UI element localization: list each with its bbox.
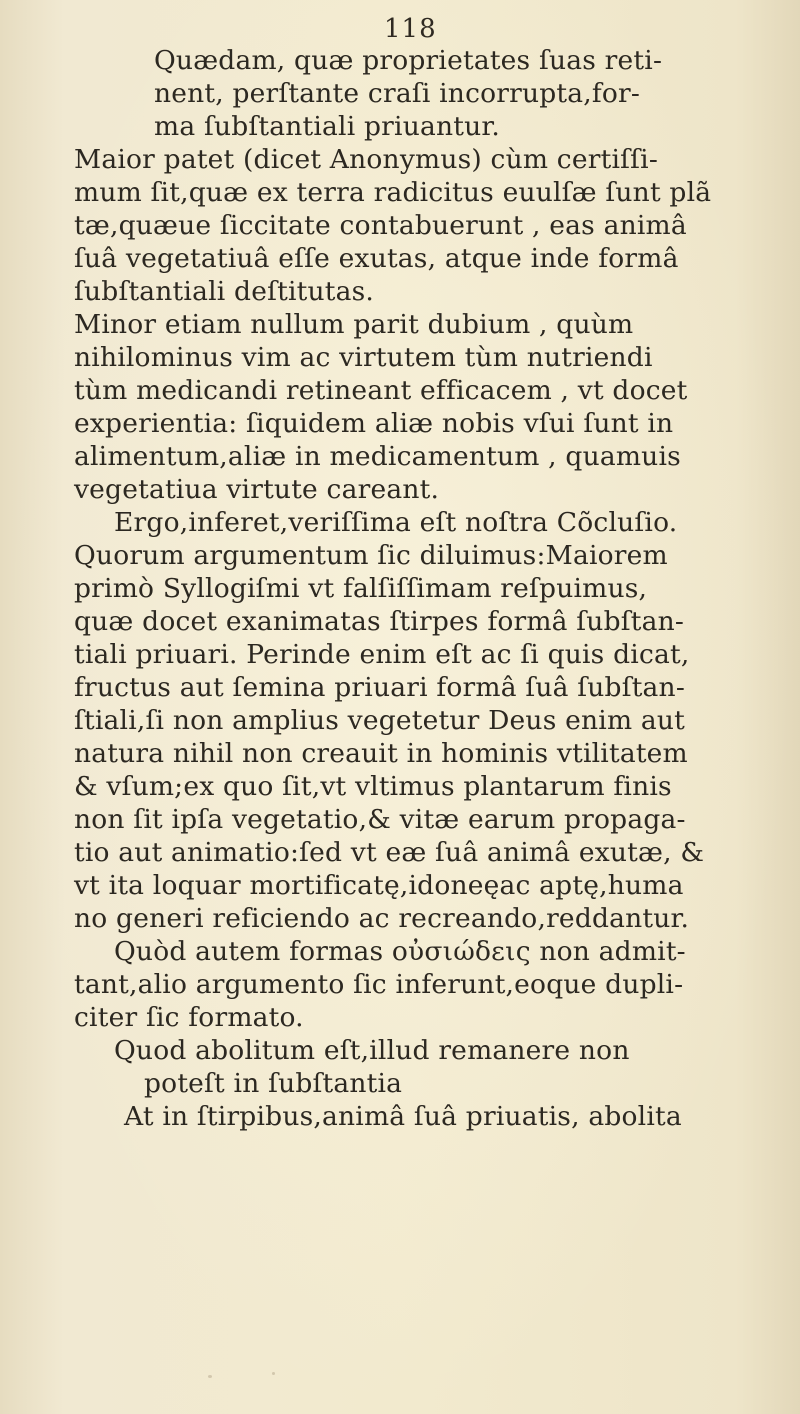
text-line: Quòd autem formas οὐσιώδεις non admit- (114, 936, 686, 967)
paper-speck (598, 620, 601, 623)
text-line: ſtiali,ſi non amplius vegetetur Deus enim aut (74, 705, 686, 736)
text-line: tùm medicandi retineant efficacem , vt docet (74, 375, 688, 406)
text-line: tio aut animatio:ſed vt eæ ſuâ animâ exutæ, & (74, 837, 705, 868)
text-line: tæ,quæue ſiccitate contabuerunt , eas animâ (74, 210, 687, 241)
text-line: nihilominus vim ac virtutem tùm nutriendi (74, 342, 653, 373)
page-number: 118 (384, 14, 437, 44)
text-line: vt ita loquar mortificatę,idoneęac aptę,huma (74, 870, 684, 901)
text-line: vegetatiua virtute careant. (74, 474, 440, 505)
text-line: ſubſtantiali deſtitutas. (74, 276, 375, 307)
paper-speck (272, 1372, 275, 1375)
text-line: ma ſubſtantiali priuantur. (154, 111, 500, 142)
text-line: At in ſtirpibus,animâ ſuâ priuatis, abolita (124, 1101, 682, 1132)
text-line: fructus aut ſemina priuari formâ ſuâ ſubſtan- (74, 672, 685, 703)
text-line: & vſum;ex quo ſit,vt vltimus plantarum finis (74, 771, 672, 802)
text-line: citer ſic formato. (74, 1002, 304, 1033)
text-line: Maior patet (dicet Anonymus) cùm certiſſi- (74, 144, 658, 175)
text-line: no generi reficiendo ac recreando,reddantur. (74, 903, 690, 934)
text-line: non ſit ipſa vegetatio,& vitæ earum propaga- (74, 804, 686, 835)
text-line: Quod abolitum eſt,illud remanere non (114, 1035, 630, 1066)
text-line: experientia: ſiquidem aliæ nobis vſui ſunt in (74, 408, 674, 439)
text-line: primò Syllogiſmi vt falſiſſimam reſpuimus, (74, 573, 648, 604)
text-line: quæ docet exanimatas ſtirpes formâ ſubſtan- (74, 606, 685, 637)
paper-speck (208, 1375, 212, 1378)
text-line: ſuâ vegetatiuâ eſſe exutas, atque inde formâ (74, 243, 679, 274)
text-line: Quædam, quæ proprietates ſuas reti- (154, 45, 663, 76)
text-line: natura nihil non creauit in hominis vtilitatem (74, 738, 688, 769)
text-line: mum ſit,quæ ex terra radicitus euulſæ ſunt plã (74, 177, 712, 208)
text-line: alimentum,aliæ in medicamentum , quamuis (74, 441, 681, 472)
text-line: Quorum argumentum ſic diluimus:Maiorem (74, 540, 668, 571)
text-line: Ergo,inferet,veriſſima eſt noſtra Cõcluſio. (114, 507, 678, 538)
text-line: tiali priuari. Perinde enim eſt ac ſi quis dicat, (74, 639, 690, 670)
text-line: Minor etiam nullum parit dubium , quùm (74, 309, 634, 340)
text-line: nent, perſtante craſi incorrupta,for- (154, 78, 641, 109)
text-line: poteſt in ſubſtantia (144, 1068, 403, 1099)
text-line: tant,alio argumento ſic inferunt,eoque dupli- (74, 969, 684, 1000)
